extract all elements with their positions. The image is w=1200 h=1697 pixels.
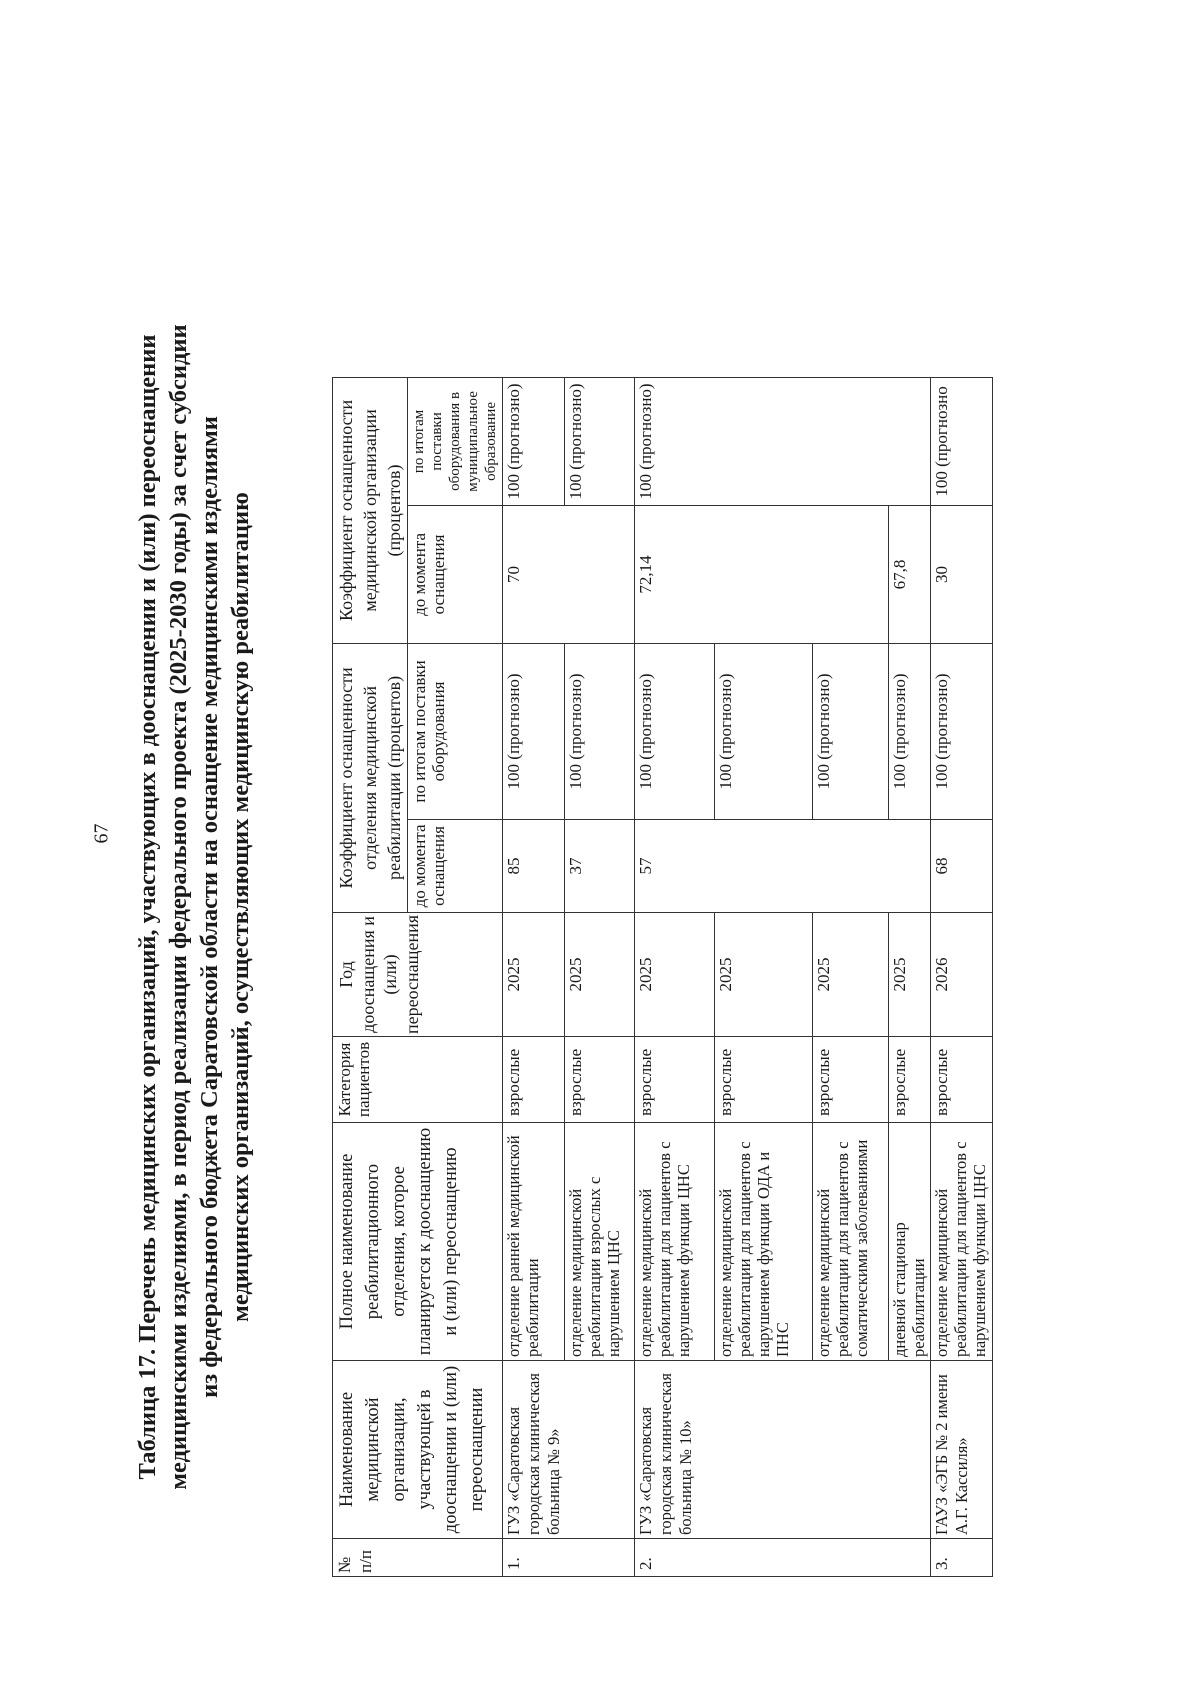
- org-coef-after: 100 (прогнозно): [565, 377, 635, 505]
- header-organization: Наименование медицинской организации, участвующей в дооснащении и (или) переоснащении: [333, 1361, 503, 1539]
- patient-category: взрослые: [889, 1037, 931, 1123]
- title-line: Таблица 17. Перечень медицинских организаций, участвующих в дооснащении и (или) переоснащении: [134, 334, 161, 1480]
- department-name: дневной стационар реабилитации: [889, 1123, 931, 1361]
- header-row: [333, 377, 408, 1576]
- header-category: Категория пациентов: [333, 1037, 503, 1123]
- department-name: отделение медицинской реабилитации для пациентов с соматическими заболеваниями: [813, 1123, 889, 1361]
- dept-coef-after: 100 (прогнозно): [635, 643, 715, 819]
- dept-coef-after: 100 (прогнозно): [503, 643, 565, 819]
- row-number: 3.: [931, 1539, 993, 1577]
- header-coef-organization: Коэффициент оснащенности медицинской организации (процентов): [333, 377, 408, 643]
- title-line: из федерального бюджета Саратовской области на оснащение медицинскими изделиями: [196, 416, 223, 1398]
- year: 2026: [931, 912, 993, 1036]
- dept-coef-after: 100 (прогнозно): [889, 643, 931, 819]
- dept-coef-before: 57: [635, 819, 931, 912]
- dept-coef-after: 100 (прогнозно): [715, 643, 813, 819]
- year: 2025: [635, 912, 715, 1036]
- department-name: отделение медицинской реабилитации для пациентов с нарушением функции ОДА и ПНС: [715, 1123, 813, 1361]
- org-coef-before: 70: [503, 505, 635, 643]
- dept-coef-before: 37: [565, 819, 635, 912]
- patient-category: взрослые: [715, 1037, 813, 1123]
- title-line: медицинских организаций, осуществляющих медицинскую реабилитацию: [227, 492, 254, 1322]
- org-coef-after: 100 (прогнозно: [931, 377, 993, 505]
- title-line: медицинскими изделиями, в период реализации федерального проекта (2025-2030 годы) за счет субсидии: [165, 324, 192, 1490]
- year: 2025: [813, 912, 889, 1036]
- org-coef-after: 100 (прогнозно): [503, 377, 565, 505]
- header-coef-department: Коэффициент оснащенности отделения медицинской реабилитации (процентов): [333, 643, 408, 912]
- year: 2025: [715, 912, 813, 1036]
- year: 2025: [565, 912, 635, 1036]
- department-name: отделение ранней медицинской реабилитации: [503, 1123, 565, 1361]
- patient-category: взрослые: [635, 1037, 715, 1123]
- row-number: 2.: [635, 1539, 931, 1577]
- organization-name: ГАУЗ «ЭГБ № 2 имени А.Г. Кассиля»: [931, 1361, 993, 1539]
- row-number: 1.: [503, 1539, 635, 1577]
- department-name: отделение медицинской реабилитации для пациентов с нарушением функции ЦНС: [635, 1123, 715, 1361]
- header-year: Год дооснащения и (или) переоснащения: [333, 912, 503, 1036]
- department-name: отделение медицинской реабилитации для пациентов с нарушением функции ЦНС: [931, 1123, 993, 1361]
- rotated-page-content: [100, 155, 1157, 1652]
- subheader-org-after: по итогам поставки оборудования в муниципальное образование: [408, 377, 503, 505]
- page-number: 67: [90, 823, 113, 844]
- patient-category: взрослые: [565, 1037, 635, 1123]
- patient-category: взрослые: [503, 1037, 565, 1123]
- table-title: [132, 262, 256, 1552]
- medical-organizations-table: [332, 377, 993, 1577]
- org-coef-before: 30: [931, 505, 993, 643]
- table-row: [635, 377, 715, 1576]
- subheader-dept-before: до момента оснащения: [408, 819, 503, 912]
- header-department: Полное наименование реабилитационного отделения, которое планируется к дооснащению и (или) переоснащению: [333, 1123, 503, 1361]
- table-row: [931, 377, 993, 1576]
- dept-coef-before: 85: [503, 819, 565, 912]
- org-coef-before: 67,8: [889, 505, 931, 643]
- patient-category: взрослые: [931, 1037, 993, 1123]
- dept-coef-after: 100 (прогнозно): [565, 643, 635, 819]
- subheader-dept-after: по итогам поставки оборудования: [408, 643, 503, 819]
- dept-coef-after: 100 (прогнозно): [813, 643, 889, 819]
- dept-coef-before: 68: [931, 819, 993, 912]
- subheader-org-before: до момента оснащения: [408, 505, 503, 643]
- organization-name: ГУЗ «Саратовская городская клиническая больница № 10»: [635, 1361, 931, 1539]
- dept-coef-after: 100 (прогнозно): [931, 643, 993, 819]
- org-coef-after: 100 (прогнозно): [635, 377, 931, 505]
- org-coef-before: 72,14: [635, 505, 889, 643]
- patient-category: взрослые: [813, 1037, 889, 1123]
- header-number: № п/п: [333, 1539, 503, 1577]
- year: 2025: [503, 912, 565, 1036]
- organization-name: ГУЗ «Саратовская городская клиническая больница № 9»: [503, 1361, 635, 1539]
- year: 2025: [889, 912, 931, 1036]
- table-row: [503, 377, 565, 1576]
- department-name: отделение медицинской реабилитации взрослых с нарушением ЦНС: [565, 1123, 635, 1361]
